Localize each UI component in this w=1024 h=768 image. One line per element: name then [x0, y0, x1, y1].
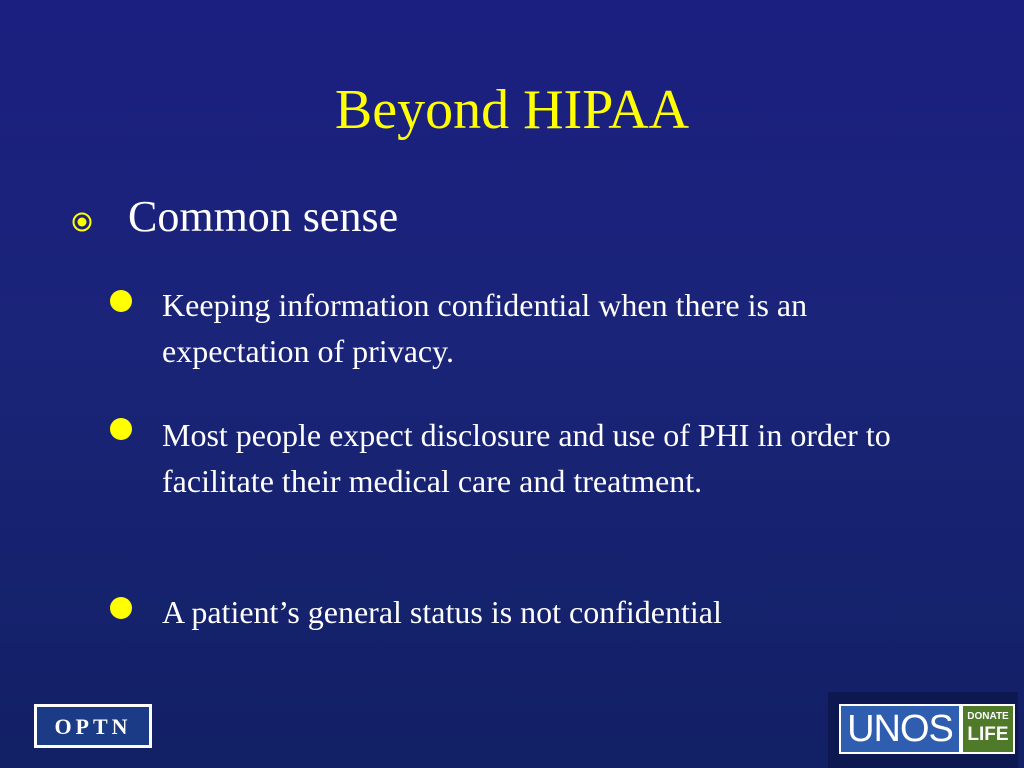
optn-logo [34, 704, 152, 748]
optn-logo-text: OPTN [37, 707, 149, 745]
unos-logo: UNOS [839, 704, 961, 754]
slide-title: Beyond HIPAA [334, 79, 690, 141]
bullet-dot-icon [110, 418, 132, 440]
donate-label: DONATE [967, 711, 1009, 722]
circled-dot-icon [71, 211, 93, 233]
level1-bullet-text: Common sense [128, 192, 399, 241]
bullet-dot-icon [110, 290, 132, 312]
unos-logo-panel [828, 692, 1018, 768]
donate-life-logo [961, 704, 1015, 754]
life-label: LIFE [967, 724, 1009, 745]
bullet-item: Most people expect disclosure and use of PHI in order to facilitate their medical care and treatment. [162, 417, 891, 499]
bullet-dot-icon [110, 597, 132, 619]
bullet-item: A patient’s general status is not confidential [162, 594, 722, 630]
bullet-item: Keeping information confidential when there is an expectation of privacy. [162, 287, 808, 369]
